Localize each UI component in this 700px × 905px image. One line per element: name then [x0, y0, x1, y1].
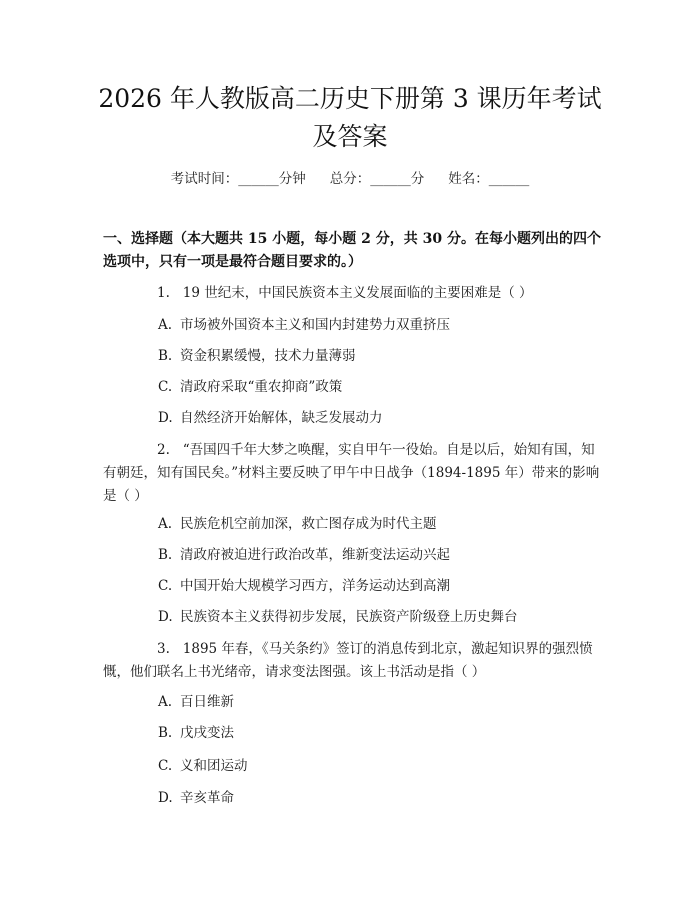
option-text: 辛亥革命: [180, 790, 234, 806]
option-letter: C.: [158, 379, 173, 395]
section-heading: 一、选择题（本大题共 15 小题，每小题 2 分，共 30 分。在每小题列出的四个选项中，只有一项是最符合题目要求的。）: [103, 231, 601, 270]
question-2: [103, 439, 603, 508]
option-text: 市场被外国资本主义和国内封建势力双重挤压: [180, 317, 450, 333]
option-text: 自然经济开始解体，缺乏发展动力: [180, 410, 383, 426]
option-letter: C.: [158, 578, 173, 594]
option-letter: D.: [158, 609, 173, 625]
question-text: “吾国四千年大梦之唤醒，实自甲午一役始。自是以后，始知有国，知有朝廷，知有国民矣。”材料主要反映了甲午中日战争（1894-1895 年）带来的影响是（ ）: [103, 442, 600, 504]
exam-time-label: 考试时间：______分钟: [170, 171, 306, 187]
question-text: 1895 年春，《马关条约》签订的消息传到北京，激起知识界的强烈愤慨，他们联名上书光绪帝，请求变法图强。该上书活动是指（ ）: [103, 641, 593, 680]
option-text: 中国开始大规模学习西方，洋务运动达到高潮: [180, 578, 450, 594]
option-text: 戊戌变法: [180, 725, 234, 741]
option-text: 资金积累缓慢，技术力量薄弱: [180, 348, 356, 364]
option-text: 百日维新: [180, 694, 234, 710]
question-text: 19 世纪末，中国民族资本主义发展面临的主要困难是（ ）: [182, 285, 533, 301]
option-letter: B.: [158, 725, 173, 741]
exam-meta-line: [0, 167, 700, 187]
option-letter: B.: [158, 547, 173, 563]
option-text: 清政府被迫进行政治改革，维新变法运动兴起: [180, 547, 450, 563]
question-number: 1.: [157, 285, 170, 301]
option-text: 民族危机空前加深，救亡图存成为时代主题: [180, 516, 437, 532]
option-3a: [158, 692, 608, 712]
option-letter: A.: [158, 317, 173, 333]
option-letter: A.: [158, 694, 173, 710]
option-letter: A.: [158, 516, 173, 532]
option-letter: B.: [158, 348, 173, 364]
total-score-label: 总分：______分: [329, 171, 425, 187]
option-2c: [158, 576, 608, 596]
question-number: 3.: [157, 641, 170, 657]
option-letter: D.: [158, 410, 173, 426]
option-2b: [158, 545, 608, 565]
option-1a: [158, 315, 608, 335]
option-text: 民族资本主义获得初步发展，民族资产阶级登上历史舞台: [180, 609, 518, 625]
option-letter: C.: [158, 758, 173, 774]
option-3c: [158, 756, 608, 776]
student-name-label: 姓名：______: [448, 171, 530, 187]
option-1c: [158, 377, 608, 397]
option-3b: [158, 723, 608, 743]
option-2d: [158, 607, 608, 627]
option-2a: [158, 514, 608, 534]
question-number: 2.: [157, 442, 170, 458]
option-text: 清政府采取“重农抑商”政策: [180, 379, 343, 395]
option-1d: [158, 408, 608, 428]
option-text: 义和团运动: [180, 758, 248, 774]
option-letter: D.: [158, 790, 173, 806]
question-1: [103, 282, 603, 305]
question-3: [103, 638, 603, 684]
page-title: 2026 年人教版高二历史下册第 3 课历年考试及答案: [98, 84, 602, 151]
option-3d: [158, 788, 608, 808]
option-1b: [158, 346, 608, 366]
